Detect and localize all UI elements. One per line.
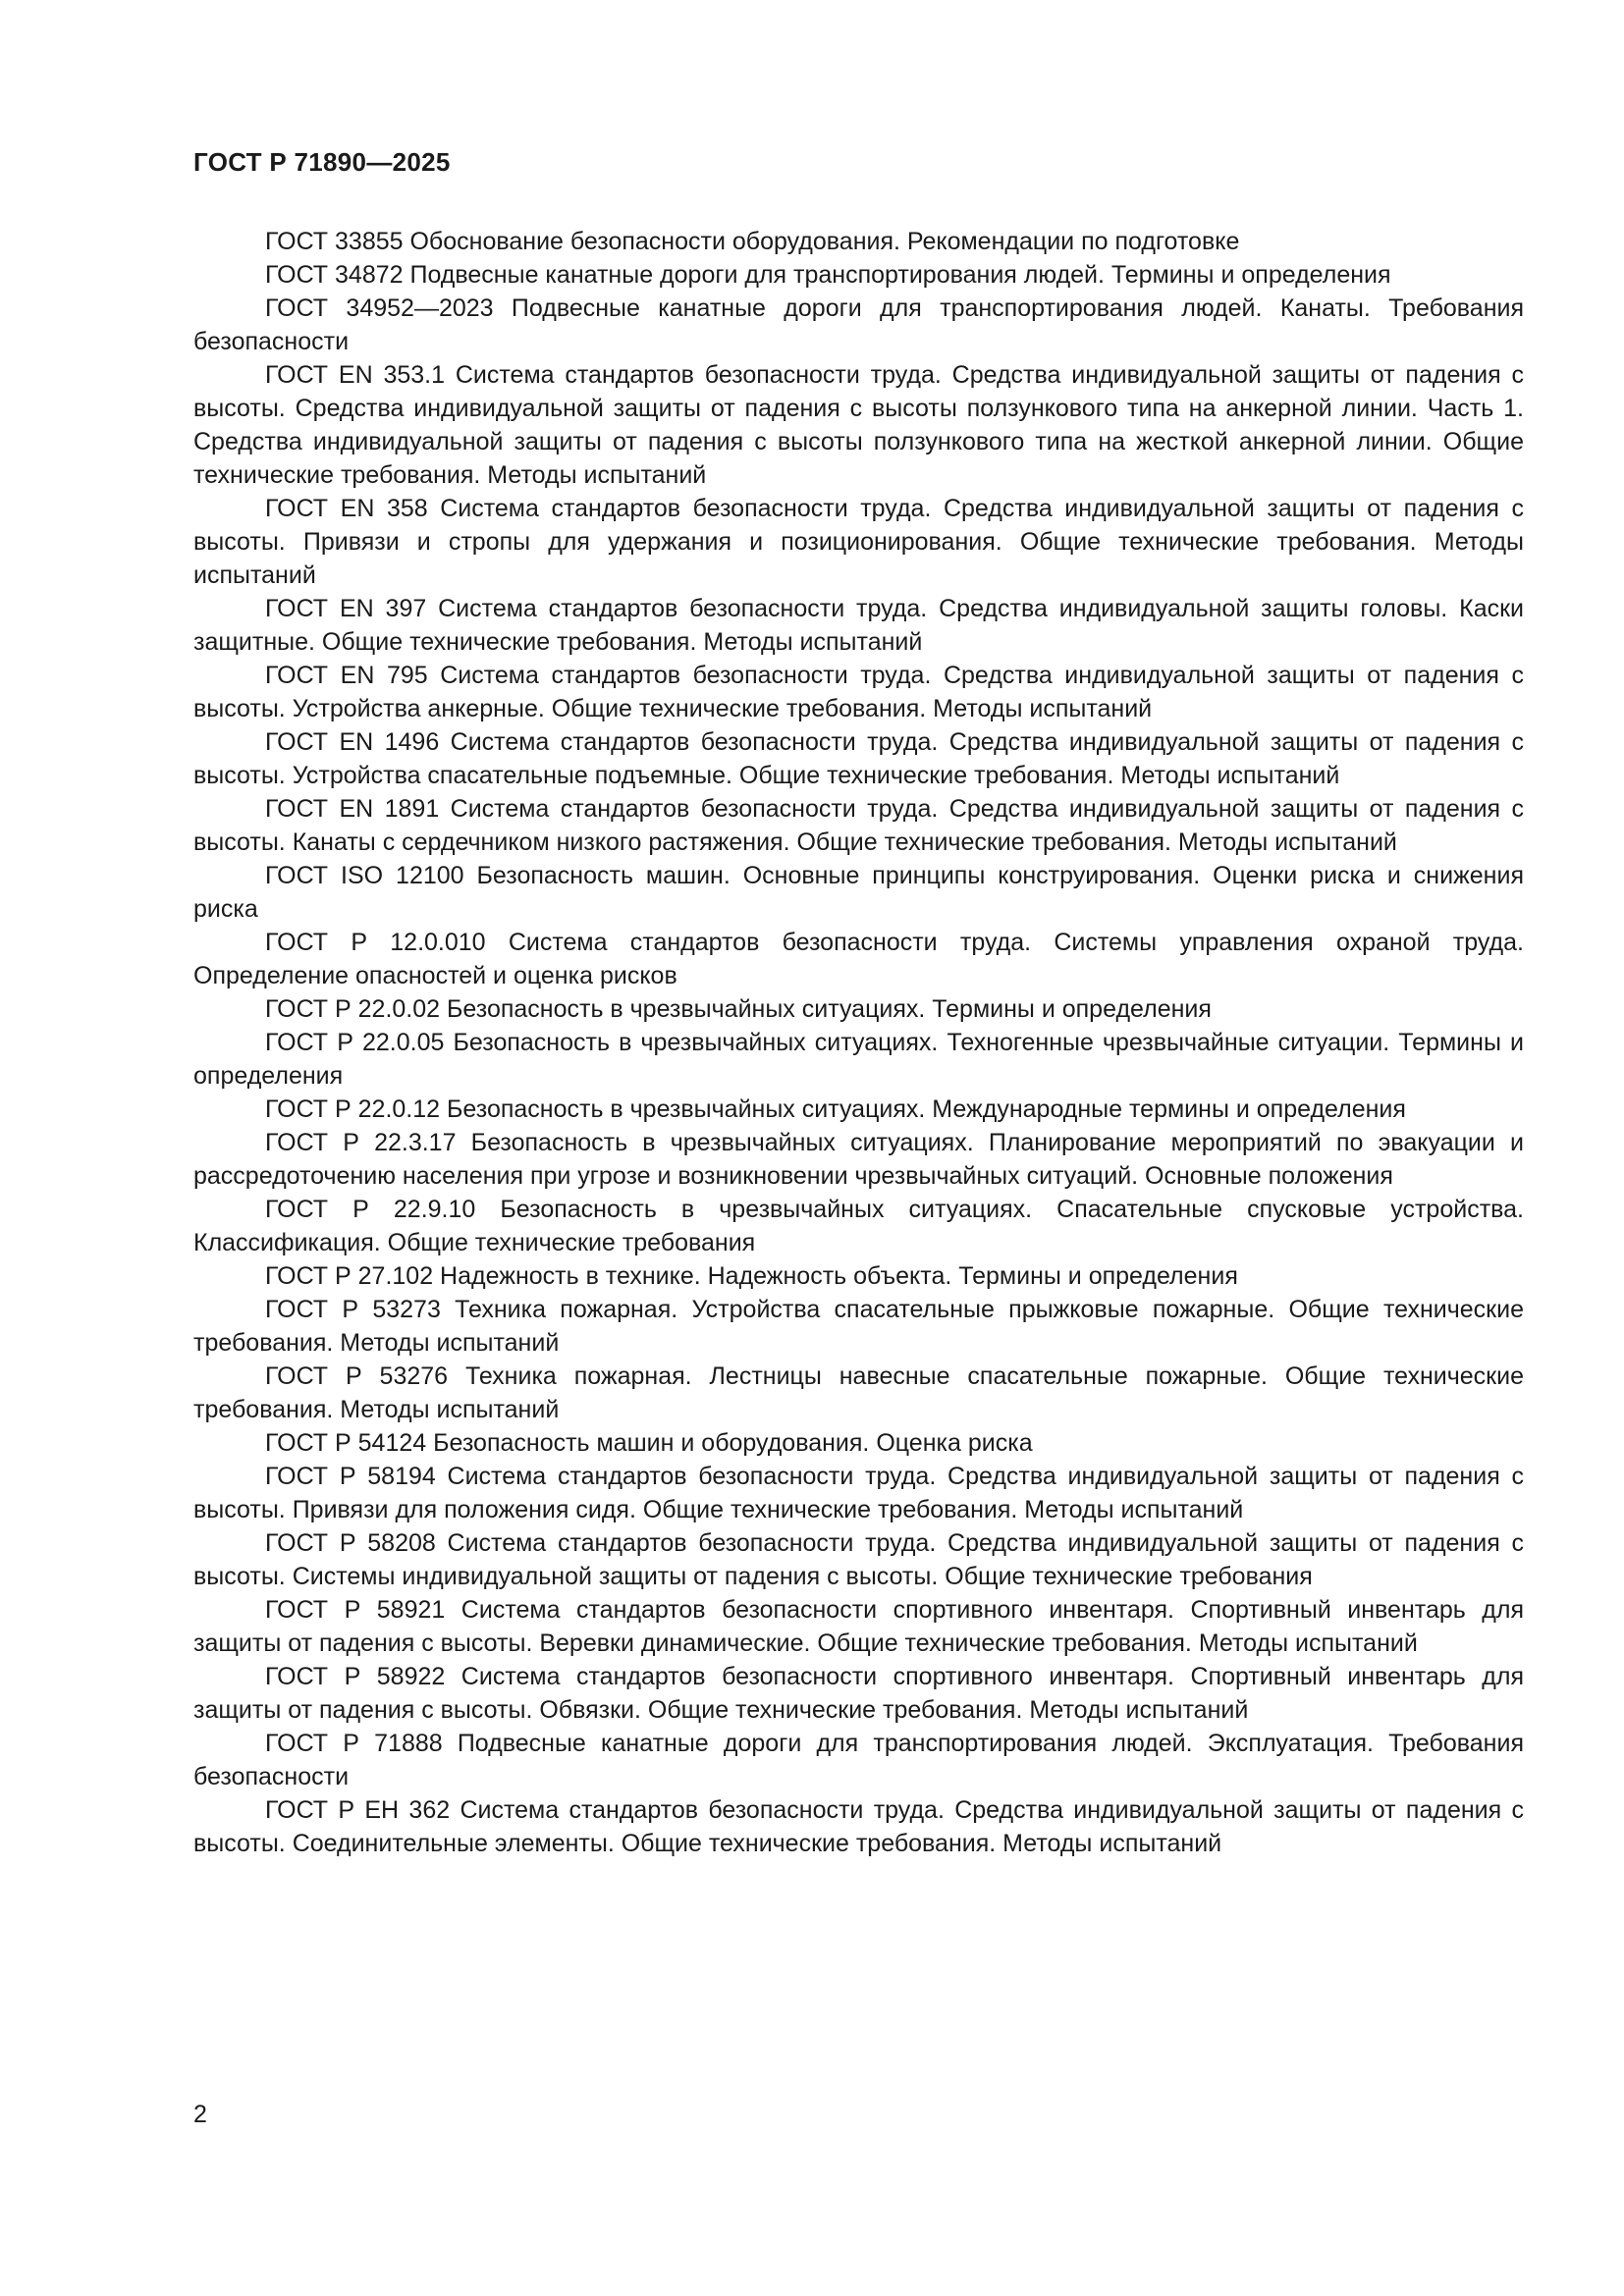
reference-item: ГОСТ EN 795 Система стандартов безопасности труда. Средства индивидуальной защиты от падения с высоты. Устройства анкерные. Общие технические требования. Методы испытаний xyxy=(193,662,1524,722)
reference-item: ГОСТ ISO 12100 Безопасность машин. Основные принципы конструирования. Оценки риска и снижения риска xyxy=(193,862,1524,923)
reference-item: ГОСТ Р 58921 Система стандартов безопасности спортивного инвентаря. Спортивный инвентарь для защиты от падения с высоты. Веревки динамические. Общие технические требования. Методы испытаний xyxy=(193,1596,1524,1657)
reference-item: ГОСТ EN 358 Система стандартов безопасности труда. Средства индивидуальной защиты от падения с высоты. Привязи и стропы для удержания и позиционирования. Общие технические требования. Методы испытаний xyxy=(193,495,1524,589)
reference-item: ГОСТ Р 22.3.17 Безопасность в чрезвычайных ситуациях. Планирование мероприятий по эвакуации и рассредоточению населения при угрозе и возникновении чрезвычайных ситуаций. Основные положения xyxy=(193,1129,1524,1190)
reference-item: ГОСТ Р 53273 Техника пожарная. Устройства спасательные прыжковые пожарные. Общие технические требования. Методы испытаний xyxy=(193,1296,1524,1357)
reference-item: ГОСТ Р 58194 Система стандартов безопасности труда. Средства индивидуальной защиты от падения с высоты. Привязи для положения сидя. Общие технические требования. Методы испытаний xyxy=(193,1463,1524,1523)
page-number: 2 xyxy=(193,2101,207,2128)
reference-item: ГОСТ Р 12.0.010 Система стандартов безопасности труда. Системы управления охраной труда. Определение опасностей и оценка рисков xyxy=(193,929,1524,989)
reference-item: ГОСТ Р ЕН 362 Система стандартов безопасности труда. Средства индивидуальной защиты от падения с высоты. Соединительные элементы. Общие технические требования. Методы испытаний xyxy=(193,1796,1524,1857)
reference-item: ГОСТ EN 1496 Система стандартов безопасности труда. Средства индивидуальной защиты от падения с высоты. Устройства спасательные подъемные. Общие технические требования. Методы испытаний xyxy=(193,728,1524,789)
reference-item: ГОСТ 33855 Обоснование безопасности оборудования. Рекомендации по подготовке xyxy=(265,228,1240,255)
reference-item: ГОСТ Р 22.0.05 Безопасность в чрезвычайных ситуациях. Техногенные чрезвычайные ситуации. Термины и определения xyxy=(193,1029,1524,1090)
reference-item: ГОСТ Р 22.0.12 Безопасность в чрезвычайных ситуациях. Международные термины и определения xyxy=(265,1095,1406,1123)
reference-item: ГОСТ Р 54124 Безопасность машин и оборудования. Оценка риска xyxy=(265,1429,1033,1457)
reference-item: ГОСТ Р 53276 Техника пожарная. Лестницы навесные спасательные пожарные. Общие технические требования. Методы испытаний xyxy=(193,1362,1524,1423)
reference-item: ГОСТ Р 22.9.10 Безопасность в чрезвычайных ситуациях. Спасательные спусковые устройства. Классификация. Общие технические требования xyxy=(193,1196,1524,1256)
reference-item: ГОСТ EN 1891 Система стандартов безопасности труда. Средства индивидуальной защиты от падения с высоты. Канаты с сердечником низкого растяжения. Общие технические требования. Методы испытаний xyxy=(193,795,1524,856)
document-number-header: ГОСТ Р 71890—2025 xyxy=(193,147,451,177)
reference-item: ГОСТ Р 71888 Подвесные канатные дороги для транспортирования людей. Эксплуатация. Требования безопасности xyxy=(193,1730,1524,1790)
reference-item: ГОСТ EN 397 Система стандартов безопасности труда. Средства индивидуальной защиты головы. Каски защитные. Общие технические требования. Методы испытаний xyxy=(193,595,1524,656)
reference-item: ГОСТ 34952—2023 Подвесные канатные дороги для транспортирования людей. Канаты. Требования безопасности xyxy=(193,294,1524,355)
normative-references-list xyxy=(193,225,1524,1860)
reference-item: ГОСТ Р 27.102 Надежность в технике. Надежность объекта. Термины и определения xyxy=(265,1262,1238,1290)
reference-item: ГОСТ 34872 Подвесные канатные дороги для транспортирования людей. Термины и определения xyxy=(265,261,1391,289)
reference-item: ГОСТ Р 58208 Система стандартов безопасности труда. Средства индивидуальной защиты от падения с высоты. Системы индивидуальной защиты от падения с высоты. Общие технические требования xyxy=(193,1529,1524,1590)
reference-item: ГОСТ EN 353.1 Система стандартов безопасности труда. Средства индивидуальной защиты от падения с высоты. Средства индивидуальной защиты от падения с высоты ползункового типа на анкерной линии. Часть 1. Средства индивидуальной защиты от падения с высоты ползункового типа на жесткой анкерной линии. Общие технические требования. Методы испытаний xyxy=(193,361,1524,489)
reference-item: ГОСТ Р 22.0.02 Безопасность в чрезвычайных ситуациях. Термины и определения xyxy=(265,995,1212,1023)
reference-item: ГОСТ Р 58922 Система стандартов безопасности спортивного инвентаря. Спортивный инвентарь для защиты от падения с высоты. Обвязки. Общие технические требования. Методы испытаний xyxy=(193,1663,1524,1724)
